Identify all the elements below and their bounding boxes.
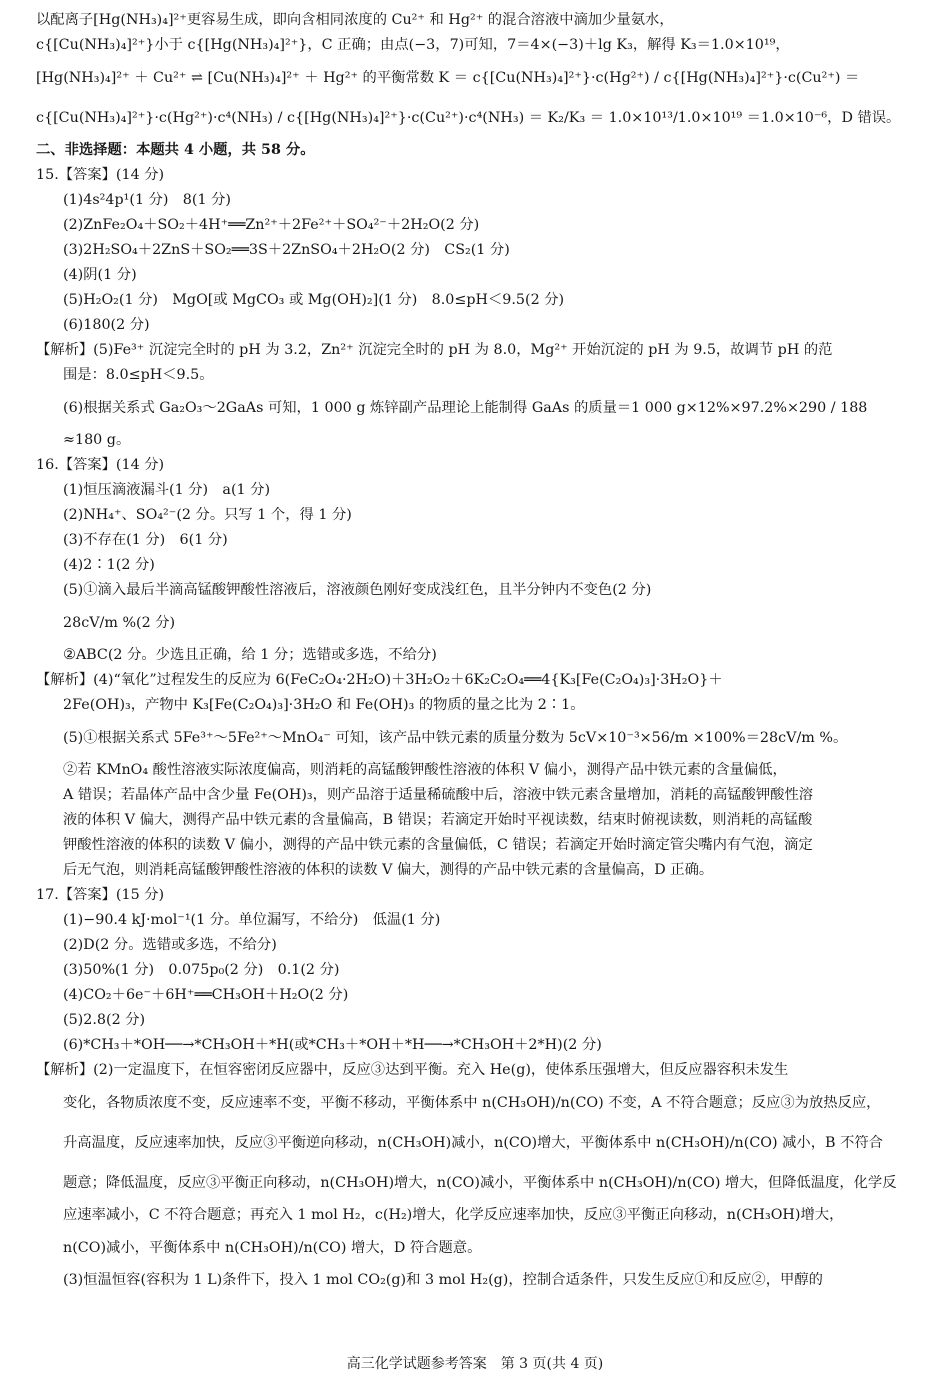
text-line: (6)根据关系式 Ga₂O₃～2GaAs 可知，1 000 g 炼锌副产品理论上能制得 GaAs 的质量＝1 000 g×12%×97.2%×290 / 188 bbox=[63, 400, 868, 416]
text-line: (2)D(2 分。选错或多选，不给分) bbox=[63, 937, 277, 953]
text-line: A 错误；若晶体产品中含少量 Fe(OH)₃，则产品溶于适量稀硫酸中后，溶液中铁元素含量增加，消耗的高锰酸钾酸性溶 bbox=[63, 787, 814, 803]
text-line: (5)H₂O₂(1 分) MgO[或 MgCO₃ 或 Mg(OH)₂](1 分) 8.0≤pH＜9.5(2 分) bbox=[63, 292, 565, 308]
text-line: 16.【答案】(14 分) bbox=[36, 457, 165, 473]
text-line: 变化，各物质浓度不变，反应速率不变，平衡不移动，平衡体系中 n(CH₃OH)/n(CO) 不变，A 不符合题意；反应③为放热反应， bbox=[63, 1095, 881, 1111]
answer-document bbox=[36, 8, 916, 1293]
text-line: 题意；降低温度，反应③平衡正向移动，n(CH₃OH)增大，n(CO)减小，平衡体系中 n(CH₃OH)/n(CO) 增大，但降低温度，化学反 bbox=[63, 1175, 897, 1191]
text-line: 应速率减小，C 不符合题意；再充入 1 mol H₂，c(H₂)增大，化学反应速率加快，反应③平衡正向移动，n(CH₃OH)增大， bbox=[63, 1207, 844, 1223]
text-line: 围是：8.0≤pH＜9.5。 bbox=[63, 367, 214, 383]
text-line: (5)①滴入最后半滴高锰酸钾酸性溶液后，溶液颜色刚好变成浅红色，且半分钟内不变色(2 分) bbox=[63, 582, 652, 598]
text-line: 以配离子[Hg(NH₃)₄]²⁺更容易生成，即向含相同浓度的 Cu²⁺ 和 Hg²⁺ 的混合溶液中滴加少量氨水， bbox=[36, 12, 674, 28]
text-line: (4)CO₂＋6e⁻＋6H⁺══CH₃OH＋H₂O(2 分) bbox=[63, 987, 349, 1003]
text-line: (1)恒压滴液漏斗(1 分) a(1 分) bbox=[63, 482, 271, 498]
text-line: ≈180 g。 bbox=[63, 432, 131, 448]
text-line: (1)4s²4p¹(1 分) 8(1 分) bbox=[63, 192, 231, 208]
text-line: n(CO)减小，平衡体系中 n(CH₃OH)/n(CO) 增大，D 符合题意。 bbox=[63, 1240, 482, 1256]
text-line: 【解析】(5)Fe³⁺ 沉淀完全时的 pH 为 3.2，Zn²⁺ 沉淀完全时的 pH 为 8.0，Mg²⁺ 开始沉淀的 pH 为 9.5，故调节 pH 的范 bbox=[36, 342, 833, 358]
text-line: 【解析】(2)一定温度下，在恒容密闭反应器中，反应③达到平衡。充入 He(g)，使体系压强增大，但反应器容积未发生 bbox=[36, 1062, 789, 1078]
text-line: ②若 KMnO₄ 酸性溶液实际浓度偏高，则消耗的高锰酸钾酸性溶液的体积 V 偏小，测得产品中铁元素的含量偏低， bbox=[63, 762, 787, 778]
text-line: c{[Cu(NH₃)₄]²⁺}·c(Hg²⁺)·c⁴(NH₃) / c{[Hg(NH₃)₄]²⁺}·c(Cu²⁺)·c⁴(NH₃) ＝ K₂/K₃ ＝ 1.0×10¹³/1.0×10¹⁹ ＝1.0×10⁻⁶，D 错误。 bbox=[36, 110, 901, 126]
text-line: 液的体积 V 偏大，测得产品中铁元素的含量偏高，B 错误；若滴定开始时平视读数，结束时俯视读数，则消耗的高锰酸 bbox=[63, 812, 813, 828]
text-line: (3)恒温恒容(容积为 1 L)条件下，投入 1 mol CO₂(g)和 3 mol H₂(g)，控制合适条件，只发生反应①和反应②，甲醇的 bbox=[63, 1272, 823, 1288]
text-line: 15.【答案】(14 分) bbox=[36, 167, 165, 183]
text-line: 【解析】(4)“氧化”过程发生的反应为 6(FeC₂O₄·2H₂O)＋3H₂O₂＋6K₂C₂O₄══4{K₃[Fe(C₂O₄)₃]·3H₂O}＋ bbox=[36, 672, 723, 688]
text-line: (6)*CH₃＋*OH──→*CH₃OH＋*H(或*CH₃＋*OH＋*H──→*CH₃OH＋2*H)(2 分) bbox=[63, 1037, 602, 1053]
text-line: (1)−90.4 kJ·mol⁻¹(1 分。单位漏写，不给分) 低温(1 分) bbox=[63, 912, 441, 928]
text-line: (4)阴(1 分) bbox=[63, 267, 137, 283]
text-line: (3)50%(1 分) 0.075p₀(2 分) 0.1(2 分) bbox=[63, 962, 340, 978]
text-line: (3)2H₂SO₄＋2ZnS＋SO₂══3S＋2ZnSO₄＋2H₂O(2 分) CS₂(1 分) bbox=[63, 242, 510, 258]
text-line: 钾酸性溶液的体积的读数 V 偏小，测得的产品中铁元素的含量偏低，C 错误；若滴定开始时滴定管尖嘴内有气泡，滴定 bbox=[63, 837, 813, 853]
text-line: (2)NH₄⁺、SO₄²⁻(2 分。只写 1 个，得 1 分) bbox=[63, 507, 352, 523]
text-line: (4)2∶1(2 分) bbox=[63, 557, 155, 573]
text-line: (5)①根据关系式 5Fe³⁺～5Fe²⁺～MnO₄⁻ 可知，该产品中铁元素的质量分数为 5cV×10⁻³×56/m ×100%＝28cV/m %。 bbox=[63, 730, 848, 746]
text-line: 二、非选择题：本题共 4 小题，共 58 分。 bbox=[36, 142, 315, 158]
text-line: [Hg(NH₃)₄]²⁺ ＋ Cu²⁺ ⇌ [Cu(NH₃)₄]²⁺ ＋ Hg²⁺ 的平衡常数 K ＝ c{[Cu(NH₃)₄]²⁺}·c(Hg²⁺) / c{[Hg(NH₃)₄]²⁺}·c(Cu²⁺) ＝ bbox=[36, 70, 860, 86]
text-line: 17.【答案】(15 分) bbox=[36, 887, 165, 903]
text-line: 28cV/m %(2 分) bbox=[63, 615, 176, 631]
text-line: ②ABC(2 分。少选且正确，给 1 分；选错或多选，不给分) bbox=[63, 647, 437, 663]
page-footer: 高三化学试题参考答案 第 3 页(共 4 页) bbox=[346, 1356, 604, 1372]
text-line: (2)ZnFe₂O₄＋SO₂＋4H⁺══Zn²⁺＋2Fe²⁺＋SO₄²⁻＋2H₂O(2 分) bbox=[63, 217, 480, 233]
text-line: 后无气泡，则消耗高锰酸钾酸性溶液的体积的读数 V 偏大，测得的产品中铁元素的含量偏高，D 正确。 bbox=[63, 862, 714, 878]
text-line: 升高温度，反应速率加快，反应③平衡逆向移动，n(CH₃OH)减小，n(CO)增大，平衡体系中 n(CH₃OH)/n(CO) 减小，B 不符合 bbox=[63, 1135, 883, 1151]
text-line: c{[Cu(NH₃)₄]²⁺}小于 c{[Hg(NH₃)₄]²⁺}，C 正确；由点(−3，7)可知，7＝4×(−3)＋lg K₃，解得 K₃＝1.0×10¹⁹， bbox=[36, 37, 790, 53]
text-line: 2Fe(OH)₃，产物中 K₃[Fe(C₂O₄)₃]·3H₂O 和 Fe(OH)₃ 的物质的量之比为 2∶1。 bbox=[63, 697, 585, 713]
text-line: (3)不存在(1 分) 6(1 分) bbox=[63, 532, 228, 548]
text-line: (6)180(2 分) bbox=[63, 317, 150, 333]
text-line: (5)2.8(2 分) bbox=[63, 1012, 146, 1028]
